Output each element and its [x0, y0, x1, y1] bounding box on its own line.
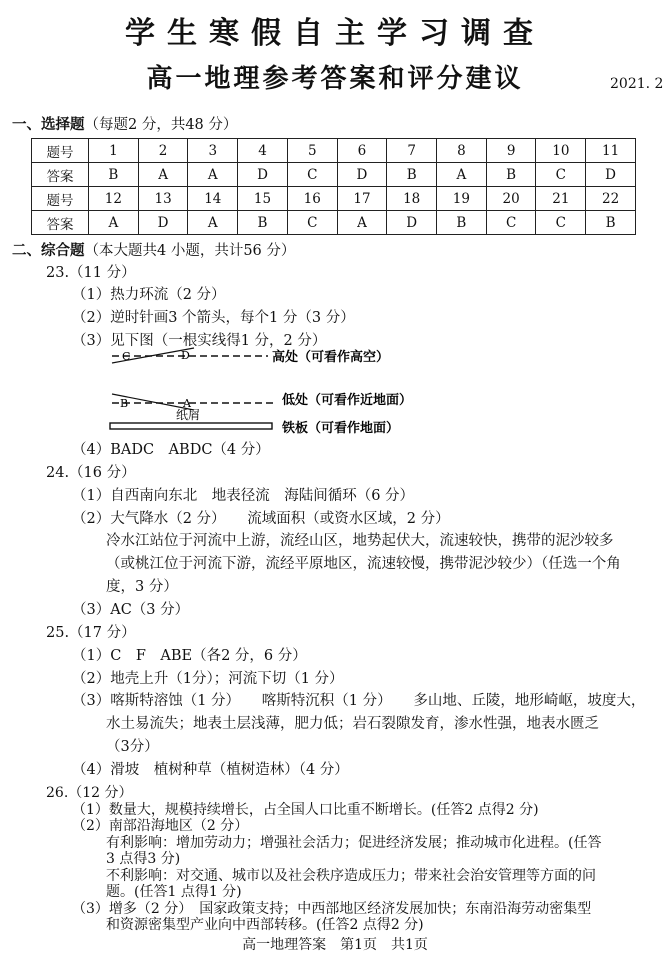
table-cell: 9 [486, 139, 536, 163]
table-cell: 3 [188, 139, 238, 163]
table-cell: B [89, 163, 139, 187]
q25-answer-3: （3）喀斯特溶蚀（1 分） 喀斯特沉积（1 分） 多山地、丘陵，地形崎岖，坡度大， [72, 693, 646, 709]
paper-label: 纸屑 [176, 408, 201, 422]
q23-answer-3: （3）见下图（一根实线得1 分，2 分） [72, 333, 327, 349]
q26-answer-2-line4: 不利影响：对交通、城市以及社会秩序造成压力；带来社会治安管理等方面的问 [106, 867, 596, 884]
q24-heading: 24.（16 分） [46, 465, 136, 481]
iron-plate [110, 423, 272, 429]
q25-heading: 25.（17 分） [46, 625, 136, 641]
high-label: 高处（可看作高空） [272, 350, 390, 365]
q25-answer-1: （1）C F ABE（各2 分，6 分） [72, 648, 307, 664]
section1-title [12, 116, 237, 134]
table-cell: D [238, 163, 288, 187]
table-cell: B [238, 211, 288, 235]
table-cell: C [486, 211, 536, 235]
table-cell: A [437, 163, 487, 187]
document-date: 2021. 2 [610, 76, 664, 92]
q23-answer-2: （2）逆时针画3 个箭头，每个1 分（3 分） [72, 310, 355, 326]
point-b-label: B [120, 397, 129, 410]
row-label: 题号 [32, 139, 89, 163]
table-cell: 15 [238, 187, 288, 211]
table-cell: 8 [437, 139, 487, 163]
table-cell: C [536, 163, 586, 187]
table-cell: A [89, 211, 139, 235]
table-cell: 6 [337, 139, 387, 163]
plate-label: 铁板（可看作地面） [282, 421, 400, 436]
q26-heading: 26.（12 分） [46, 785, 133, 801]
q26-answer-2-line3: 3 点得3 分) [106, 851, 181, 868]
q23-heading: 23.（11 分） [46, 265, 136, 281]
section1-heading: 一、选择题 [12, 116, 85, 133]
table-cell: 16 [287, 187, 337, 211]
table-cell: 20 [486, 187, 536, 211]
q26-answer-2-line2: 有利影响：增加劳动力；增强社会活力；促进经济发展；推动城市化进程。(任答 [106, 834, 602, 851]
q26-answer-2: （2）南部沿海地区（2 分） [72, 818, 249, 835]
table-row [32, 163, 636, 187]
section2-title [12, 242, 295, 260]
table-cell: B [387, 163, 437, 187]
thermal-circulation-diagram [108, 346, 438, 438]
table-cell: A [188, 211, 238, 235]
answer-table [31, 138, 636, 235]
q25-answer-4: （4）滑坡 植树种草（植树造林）（4 分） [72, 762, 349, 778]
table-cell: 7 [387, 139, 437, 163]
table-cell: 18 [387, 187, 437, 211]
table-cell: C [536, 211, 586, 235]
table-cell: 5 [287, 139, 337, 163]
q26-answer-2-line5: 题。(任答1 点得1 分) [106, 884, 242, 901]
table-cell: 17 [337, 187, 387, 211]
table-cell: C [287, 163, 337, 187]
table-cell: 22 [586, 187, 636, 211]
q24-answer-3: （3）AC（3 分） [72, 602, 190, 618]
q24-answer-2-line3: （或桃江位于河流下游，流经平原地区，流速较慢，携带泥沙较少）（任选一个角 [106, 556, 621, 572]
table-cell: 11 [586, 139, 636, 163]
section2-note: （本大题共4 小题，共计56 分） [84, 243, 296, 259]
low-label: 低处（可看作近地面） [282, 393, 413, 408]
document-title: 学生寒假自主学习调查 [125, 16, 545, 51]
row-label: 答案 [32, 163, 89, 187]
q25-answer-2: （2）地壳上升（1分）；河流下切（1 分） [72, 671, 344, 687]
q24-answer-2: （2）大气降水（2 分） 流域面积（或资水区域，2 分） [72, 511, 450, 527]
row-label: 题号 [32, 187, 89, 211]
point-a-label: A [183, 397, 191, 410]
table-cell: 13 [138, 187, 188, 211]
table-cell: B [486, 163, 536, 187]
table-cell: A [138, 163, 188, 187]
table-cell: 14 [188, 187, 238, 211]
point-c-label: C [122, 350, 131, 363]
q26-answer-3-line2: 和资源密集型产业向中西部转移。(任答2 点得2 分) [106, 917, 424, 934]
q24-answer-2-line2: 冷水江站位于河流中上游，流经山区，地势起伏大，流速较快，携带的泥沙较多 [106, 533, 614, 549]
q25-answer-3-line3: （3分） [106, 739, 159, 755]
q25-answer-3-line2: 水土易流失；地表土层浅薄，肥力低；岩石裂隙发育，渗水性强，地表水匮乏 [106, 716, 599, 732]
table-cell: D [337, 163, 387, 187]
document-subtitle: 高一地理参考答案和评分建议 [146, 64, 524, 94]
table-cell: A [188, 163, 238, 187]
section2-heading: 二、综合题 [12, 242, 85, 259]
table-cell: 12 [89, 187, 139, 211]
table-cell: D [138, 211, 188, 235]
row-label: 答案 [32, 211, 89, 235]
table-cell: 19 [437, 187, 487, 211]
section1-note: （每题2 分，共48 分） [84, 117, 238, 133]
q26-answer-1: （1）数量大，规模持续增长，占全国人口比重不断增长。(任答2 点得2 分) [72, 801, 539, 818]
q24-answer-1: （1）自西南向东北 地表径流 海陆间循环（6 分） [72, 488, 415, 504]
table-cell: C [287, 211, 337, 235]
table-row [32, 187, 636, 211]
q24-answer-2-line4: 度，3 分） [106, 579, 178, 595]
table-row [32, 211, 636, 235]
table-cell: 2 [138, 139, 188, 163]
q23-answer-1: （1）热力环流（2 分） [72, 287, 226, 303]
table-cell: D [586, 163, 636, 187]
table-cell: 10 [536, 139, 586, 163]
q26-answer-3: （3）增多（2 分） 国家政策支持；中西部地区经济发展加快；东南沿海劳动密集型 [72, 900, 592, 917]
table-cell: 4 [238, 139, 288, 163]
q23-answer-4: （4）BADC ABDC（4 分） [72, 442, 270, 458]
table-cell: 21 [536, 187, 586, 211]
point-d-label: D [181, 349, 190, 362]
page-footer: 高一地理答案 第1页 共1页 [242, 937, 428, 953]
table-cell: 1 [89, 139, 139, 163]
table-cell: D [387, 211, 437, 235]
table-cell: A [337, 211, 387, 235]
table-row [32, 139, 636, 163]
table-cell: B [586, 211, 636, 235]
table-cell: B [437, 211, 487, 235]
